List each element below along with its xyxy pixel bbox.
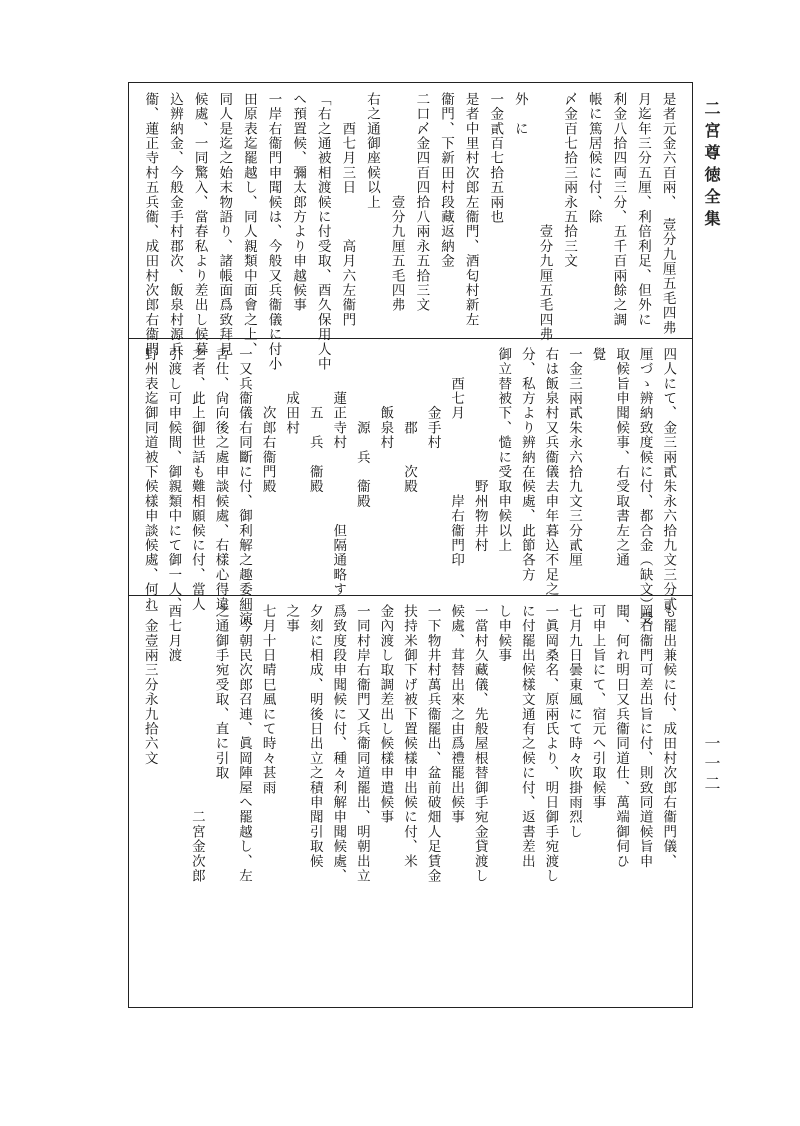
text-column: 一岸右衞門申聞候は、今般又兵衞儀に付小 <box>265 92 282 372</box>
text-column: も罷出兼候に付、成田村次郎右衞門儀、 <box>660 604 677 869</box>
text-column: 一金壹兩三分永九拾六文 <box>141 604 158 766</box>
text-column: 壹分九厘五毛四弗 <box>536 92 553 342</box>
text-column: 爲致度段申聞候に付、種々利解申聞候處、 <box>330 604 347 884</box>
text-column: 衞門、下新田村段藏返納金 <box>437 92 454 269</box>
text-column: 右之通御座候以上 <box>364 92 381 210</box>
text-column: 取候旨申聞候事、右受取書左之通 <box>613 347 630 568</box>
text-column: 一下物井村萬兵衞罷出、盆前破畑人足賃金 <box>424 604 441 884</box>
text-column: 一當村久藏儀、先般屋根替御手宛金貸渡し <box>471 604 488 884</box>
text-column: 覺 <box>589 347 606 362</box>
text-column: 一同村岸右衞門又兵衞同道罷出、明朝出立 <box>353 604 370 884</box>
text-column: 一金貳百七拾五兩也 <box>487 92 504 225</box>
text-column: 成田村 <box>283 347 300 436</box>
text-column: 七月十日晴巳風にて時々甚雨 <box>259 604 276 796</box>
text-column: 郡 次殿 <box>401 347 417 494</box>
text-column: 外 に <box>511 92 528 137</box>
text-column: 七月九日曇東風にて時々吹掛雨烈し <box>565 604 582 840</box>
text-column: 飯泉村 <box>377 347 394 450</box>
text-column: 可申上旨にて、宿元へ引取候事 <box>589 604 606 810</box>
text-column: 五 兵 衞殿 <box>306 347 323 494</box>
text-column: 分、私方より辨納在候處、此節各方 <box>518 347 535 583</box>
running-title: 二宮尊徳全集 <box>702 100 721 232</box>
text-column: へ預置候、彌太郎方より申越候事 <box>290 92 307 313</box>
text-column: 金手村 <box>424 347 441 450</box>
text-column: 二口〆金四百四拾八兩永五拾三文 <box>413 92 430 313</box>
text-column: 野州表迄御同道被下候樣申談候處、何れ <box>141 347 158 612</box>
text-column: 御立替被下、慥に受取申候以上 <box>495 347 512 553</box>
text-column: 厘づゝ辨納致度候に付、都合金（缺文）受 <box>636 347 653 627</box>
text-column: 月迄年三分五厘、利倍利足、但外に <box>635 92 652 328</box>
text-column: 蓮正寺村 但隔通略す <box>330 347 347 597</box>
text-column: 引渡し可申候間、御親類中にて御一人、 <box>165 347 182 612</box>
page-number: 一一二 <box>702 735 721 795</box>
text-column: 酉七月渡 <box>165 604 182 663</box>
text-column: 源 兵 衞殿 <box>353 347 370 509</box>
text-column: 二宮金次郎 <box>188 604 205 884</box>
text-column: 「右之通被相渡候に付受取、酉久保用人中 <box>314 92 331 372</box>
text-column: 野州物井村 <box>471 347 488 553</box>
text-column: 一眞岡桑名、原兩氏より、明日御手宛渡し <box>542 604 559 884</box>
text-column: 之者、此上御世話も難相願候に付、當人 <box>188 347 205 612</box>
section-divider <box>129 338 692 339</box>
text-column: 一今朝民次郎召連、眞岡陣屋へ罷越し、左 <box>236 604 253 884</box>
text-column: 帳に篤居候に付、除 <box>585 92 602 225</box>
text-column: 利金八拾四両三分、五千百兩餘之調 <box>610 92 627 328</box>
text-column: 田原表迄罷越し、同人親類中面會之上、 <box>240 92 257 357</box>
text-column: し申候事 <box>495 604 512 663</box>
text-column: 酉七月三日 高月六左衞門 <box>339 92 356 328</box>
text-column: 扶持米御下げ被下置候樣申出候に付、米 <box>401 604 417 869</box>
text-column: 一又兵衞儀右同斷に付、御利解之趣委細演 <box>236 347 253 627</box>
text-column: 金內渡し取調差出し候樣申遣候事 <box>377 604 394 825</box>
text-column: に付罷出候樣文通有之候に付、返書差出 <box>518 604 535 869</box>
text-column: 岡右衞門可差出旨に付、則致同道候旨申 <box>636 604 653 869</box>
text-column: 同人是迄之始末物語り、諸帳面爲致拜見 <box>216 92 233 357</box>
text-column: 之事 <box>283 604 300 634</box>
text-column: 候處、茸替出來之由爲禮罷出候事 <box>448 604 465 825</box>
text-column: 酉七月 岸右衞門印 <box>448 347 465 568</box>
text-column: 聞、何れ明日又兵衞同道仕、萬端御伺ひ <box>613 604 630 869</box>
text-column: 〆金百七拾三兩永五拾三文 <box>561 92 578 284</box>
text-column: 舌仕、尙向後之處申談候處、右樣心得違 <box>212 347 229 612</box>
text-column: 込辨納金、今般金手村郡次、飯泉村源兵 <box>166 92 183 357</box>
text-column: 四人にて、金三兩貳朱永六拾九文三分貳 <box>660 347 677 612</box>
text-column: 次郎右衞門殿 <box>259 347 276 494</box>
text-column: 是者元金六百兩、 壹分九厘五毛四弗 <box>659 92 676 336</box>
text-column: 是者中里村次郎左衞門、酒匂村新左 <box>462 92 479 328</box>
text-column: 之通御手宛受取、直に引取 <box>212 604 229 781</box>
text-column: 衞、蓮正寺村五兵衞、成田村次郎右衞門 <box>142 92 159 357</box>
text-column: 夕刻に相成、明後日出立之積申聞引取候 <box>306 604 323 869</box>
text-column: 壹分九厘五毛四弗 <box>388 92 405 313</box>
text-column: 右は飯泉村又兵衞儀去申年暮込不足之 <box>542 347 559 597</box>
text-column: 候處、一同驚入、當春私より差出し候暮 <box>191 92 208 357</box>
text-column: 一金三兩貳朱永六拾九文三分貳厘 <box>565 347 582 568</box>
